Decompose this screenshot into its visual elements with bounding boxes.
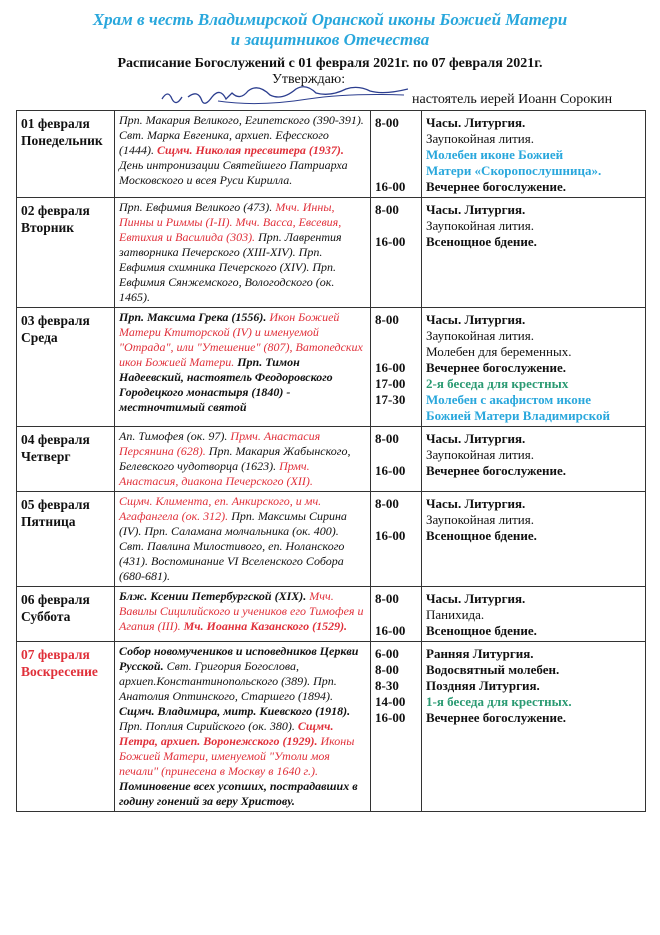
approve-label: Утверждаю: — [272, 72, 346, 87]
service-name: Часы. Литургия. — [426, 202, 526, 217]
day-cell — [17, 492, 115, 587]
weekday-label: Четверг — [21, 449, 71, 464]
service-time: 14-00 — [375, 694, 406, 709]
service-name: Божией Матери Владимирской — [426, 408, 610, 423]
service-name: Молебен для беременных. — [426, 344, 572, 359]
date-label: 04 февраля — [21, 432, 90, 447]
commemoration-text: Прп. Тимон Надеевский, настоятель Феодоровского Городецкого монастыря (1840) - местночтимый святой — [119, 355, 333, 414]
service-time: 8-00 — [375, 662, 399, 677]
schedule-row — [17, 642, 646, 812]
service-time: 16-00 — [375, 234, 406, 249]
schedule-row — [17, 427, 646, 492]
weekday-label: Суббота — [21, 609, 71, 624]
service-time — [375, 218, 417, 234]
service-time: 8-30 — [375, 678, 399, 693]
service-time: 16-00 — [375, 463, 406, 478]
service-name: Всенощное бдение. — [426, 623, 537, 638]
commemoration-text: Прмч. Анастасия Персянина (628). — [119, 429, 321, 458]
service-name: 1-я беседа для крестных. — [426, 694, 572, 709]
service-name: Часы. Литургия. — [426, 115, 526, 130]
service-time: 8-00 — [375, 312, 399, 327]
commemoration-text: Поминовение всех усопших, пострадавших в годину гонений за веру Христову. — [119, 779, 358, 808]
weekday-label: Вторник — [21, 220, 75, 235]
service-time — [375, 147, 417, 163]
weekday-label: Пятница — [21, 514, 76, 529]
day-cell — [17, 308, 115, 427]
service-name: Часы. Литургия. — [426, 431, 526, 446]
commemorations-cell — [115, 492, 371, 587]
service-time: 16-00 — [375, 360, 406, 375]
service-time — [375, 131, 417, 147]
schedule-row — [17, 308, 646, 427]
service-time: 8-00 — [375, 496, 399, 511]
service-time: 16-00 — [375, 179, 406, 194]
services-cell — [422, 587, 646, 642]
weekday-label: Среда — [21, 330, 58, 345]
service-time: 17-00 — [375, 376, 406, 391]
schedule-row — [17, 198, 646, 308]
service-time: 16-00 — [375, 528, 406, 543]
commemoration-text: Прмч. Анастасия, диакона Печерского (XII). — [119, 459, 313, 488]
commemoration-text: Свт. Григория Богослова, архиеп.Константинопольского (389). Прп. Анатолия Оптинского, Старшего (1894). — [119, 659, 337, 703]
date-label: 02 февраля — [21, 203, 90, 218]
service-name: Заупокойная лития. — [426, 328, 534, 343]
schedule-row — [17, 587, 646, 642]
service-name: Часы. Литургия. — [426, 312, 526, 327]
schedule-row — [17, 492, 646, 587]
commemoration-text: Прп. Максимы Сирина (IV). Прп. Саламана молчальника (ок. 400). Свт. Павлина Милостивого, еп. Ноланского (431). Воспоминание VI Вселенского Собора (680-681). — [119, 509, 347, 583]
service-name: Ранняя Литургия. — [426, 646, 534, 661]
weekday-label: Понедельник — [21, 133, 103, 148]
times-cell — [371, 427, 422, 492]
rector-line: настоятель иерей Иоанн Сорокин — [412, 92, 613, 107]
date-label: 03 февраля — [21, 313, 90, 328]
service-name: Заупокойная лития. — [426, 131, 534, 146]
service-name: Всенощное бдение. — [426, 234, 537, 249]
commemoration-text: Прп. Макария Великого, Египетского (390-391). Свт. Марка Евгеника, архиеп. Ефесского (1444). — [119, 113, 364, 157]
commemoration-text: Прп. Евфимия Великого (473). — [119, 200, 276, 214]
times-cell — [371, 198, 422, 308]
date-label: 01 февраля — [21, 116, 90, 131]
commemoration-text: Иконы Божией Матери, именуемой "Утоли моя печали" (принесена в Москву в 1640 г.). — [119, 734, 355, 778]
service-time: 16-00 — [375, 710, 406, 725]
schedule-row — [17, 111, 646, 198]
service-name: Заупокойная лития. — [426, 218, 534, 233]
service-time: 16-00 — [375, 623, 406, 638]
service-name: 2-я беседа для крестных — [426, 376, 569, 391]
service-name: Панихида. — [426, 607, 485, 622]
services-cell — [422, 111, 646, 198]
commemoration-text: Сщмч. Владимира, митр. Киевского (1918). — [119, 704, 351, 718]
service-time: 8-00 — [375, 115, 399, 130]
service-time — [375, 408, 417, 424]
weekday-label: Воскресение — [21, 664, 98, 679]
service-time — [375, 447, 417, 463]
signature-image — [158, 85, 408, 107]
service-name: Вечернее богослужение. — [426, 710, 567, 725]
date-label: 05 февраля — [21, 497, 90, 512]
services-cell — [422, 308, 646, 427]
commemorations-cell — [115, 198, 371, 308]
commemorations-cell — [115, 642, 371, 812]
commemoration-text: Прп. Поплия Сирийского (ок. 380). — [119, 719, 298, 733]
service-name: Поздняя Литургия. — [426, 678, 540, 693]
times-cell — [371, 308, 422, 427]
times-cell — [371, 642, 422, 812]
services-cell — [422, 198, 646, 308]
commemoration-text: Мчч. Инны, Пинны и Риммы (I-II). Мчч. Васса, Евсевия, Евтихия и Василида (303). — [119, 200, 342, 244]
service-time — [375, 163, 417, 179]
church-title-line2: и защитников Отечества — [230, 30, 430, 49]
services-cell — [422, 427, 646, 492]
date-label: 07 февраля — [21, 647, 90, 662]
service-name: Заупокойная лития. — [426, 447, 534, 462]
service-name: Всенощное бдение. — [426, 528, 537, 543]
service-name: Матери «Скоропослушница». — [426, 163, 602, 178]
commemoration-text: Ап. Тимофея (ок. 97). — [119, 429, 231, 443]
services-cell — [422, 492, 646, 587]
commemorations-cell — [115, 111, 371, 198]
service-name: Вечернее богослужение. — [426, 360, 567, 375]
service-time — [375, 607, 417, 623]
service-name: Молебен иконе Божией — [426, 147, 564, 162]
commemoration-text: Мч. Иоанна Казанского (1529). — [180, 619, 348, 633]
commemoration-text: Сщмч. Николая пресвитера (1937). — [157, 143, 344, 157]
service-name: Часы. Литургия. — [426, 496, 526, 511]
service-time: 6-00 — [375, 646, 399, 661]
service-name: Молебен с акафистом иконе — [426, 392, 592, 407]
day-cell — [17, 587, 115, 642]
commemoration-text: Сщмч. Петра, архиеп. Воронежского (1929). — [119, 719, 334, 748]
day-cell — [17, 427, 115, 492]
day-cell — [17, 642, 115, 812]
times-cell — [371, 492, 422, 587]
commemoration-text: Блж. Ксении Петербургской (XIX). — [119, 589, 307, 603]
times-cell — [371, 587, 422, 642]
day-cell — [17, 198, 115, 308]
times-cell — [371, 111, 422, 198]
commemoration-text: Икон Божией Матери Ктиторской (IV) и именуемой "Отрада", или "Утешение" (807), Ватопедских икон Божией Матери. — [119, 310, 363, 369]
commemoration-text: Собор новомучеников и исповедников Церкви Русской. — [119, 644, 359, 673]
service-name: Вечернее богослужение. — [426, 179, 567, 194]
service-name: Водосвятный молебен. — [426, 662, 560, 677]
church-title-line1: Храм в честь Владимирской Оранской иконы Божией Матери — [92, 10, 568, 29]
service-name: Заупокойная лития. — [426, 512, 534, 527]
services-cell — [422, 642, 646, 812]
church-title — [0, 10, 660, 50]
commemorations-cell — [115, 308, 371, 427]
commemoration-text: Прп. Макария Жабынского, Белевского чудотворца (1623). — [119, 444, 351, 473]
service-time: 8-00 — [375, 202, 399, 217]
service-time: 17-30 — [375, 392, 406, 407]
service-time: 8-00 — [375, 431, 399, 446]
service-time — [375, 344, 417, 360]
service-name: Часы. Литургия. — [426, 591, 526, 606]
commemorations-cell — [115, 587, 371, 642]
schedule-period: Расписание Богослужений с 01 февраля 2021г. по 07 февраля 2021г. — [117, 56, 543, 71]
commemorations-cell — [115, 427, 371, 492]
service-time — [375, 512, 417, 528]
commemoration-text: Прп. Лаврентия затворника Печерского (XIII-XIV). Прп. Евфимия схимника Печерского (XIV). Прп. Евфимия Сянжемского, Вологодского (ок. 1465). — [119, 230, 342, 304]
day-cell — [17, 111, 115, 198]
commemoration-text: Сщмч. Климента, еп. Анкирского, и мч. Агафангела (ок. 312). — [119, 494, 322, 523]
service-time — [375, 328, 417, 344]
date-label: 06 февраля — [21, 592, 90, 607]
commemoration-text: Прп. Максима Грека (1556). — [119, 310, 267, 324]
schedule-table — [16, 110, 646, 812]
service-time: 8-00 — [375, 591, 399, 606]
commemoration-text: Мчч. Вавилы Сицилийского и учеников его Тимофея и Агапия (III). — [119, 589, 364, 633]
commemoration-text: День интронизации Святейшего Патриарха Московского и всея Руси Кирилла. — [119, 158, 348, 187]
service-name: Вечернее богослужение. — [426, 463, 567, 478]
